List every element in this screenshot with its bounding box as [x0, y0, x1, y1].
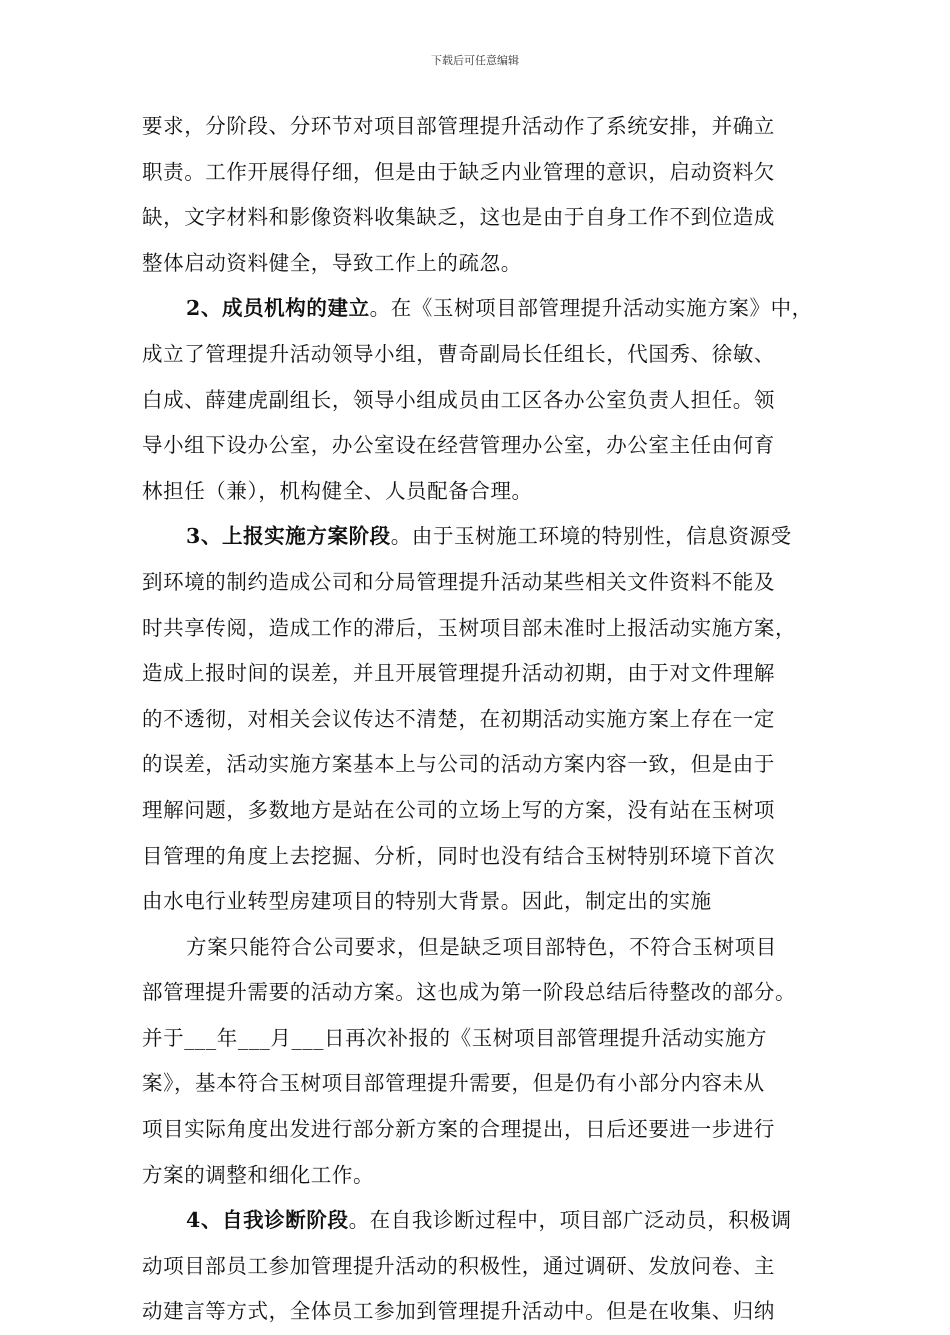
text-line: 林担任（兼），机构健全、人员配备合理。	[142, 478, 533, 503]
text-line: 动建言等方式，全体员工参加到管理提升活动中。但是在收集、归纳	[142, 1299, 775, 1324]
text-line: 造成上报时间的误差，并且开展管理提升活动初期，由于对文件理解	[142, 661, 775, 686]
text-line: 导小组下设办公室，办公室设在经营管理办公室，办公室主任由何育	[142, 433, 775, 458]
page-header: 下载后可任意编辑	[431, 54, 519, 67]
text-line: 方案只能符合公司要求，但是缺乏项目部特色，不符合玉树项目	[186, 934, 777, 959]
text-line: 的不透彻，对相关会议传达不清楚，在初期活动实施方案上存在一定	[142, 706, 775, 731]
section-heading: 3、上报实施方案阶段	[186, 524, 391, 549]
text-line: 部管理提升需要的活动方案。这也成为第一阶段总结后待整改的部分。	[142, 980, 797, 1005]
text-line: 整体启动资料健全，导致工作上的疏忽。	[142, 250, 522, 275]
section-4-first-line	[142, 1198, 810, 1244]
text-line: 动项目部员工参加管理提升活动的积极性，通过调研、发放问卷、主	[142, 1253, 775, 1278]
text-line: 要求，分阶段、分环节对项目部管理提升活动作了系统安排，并确立	[142, 114, 775, 138]
text-line: 缺，文字材料和影像资料收集缺乏，这也是由于自身工作不到位造成	[142, 205, 775, 230]
document-body	[142, 104, 813, 1335]
text-line: 案》，基本符合玉树项目部管理提升需要，但是仍有小部分内容未从	[142, 1071, 765, 1096]
text-line: 由水电行业转型房建项目的特别大背景。因此，制定出的实施	[142, 889, 712, 914]
section-heading: 4、自我诊断阶段	[186, 1208, 349, 1233]
section-heading: 2、成员机构的建立	[186, 296, 370, 321]
text-line: 的误差，活动实施方案基本上与公司的活动方案内容一致，但是由于	[142, 752, 775, 777]
section-2-first-line	[142, 286, 813, 332]
text-line: 成立了管理提升活动领导小组，曹奇副局长任组长，代国秀、徐敏、	[142, 341, 775, 366]
text-line: 目管理的角度上去挖掘、分析，同时也没有结合玉树特别环境下首次	[142, 843, 775, 868]
text-run: 。在《玉树项目部管理提升活动实施方案》中，	[369, 296, 813, 321]
text-line: 职责。工作开展得仔细，但是由于缺乏内业管理的意识，启动资料欠	[142, 159, 775, 184]
text-line: 并于___年___月___日再次补报的《玉树项目部管理提升活动实施方	[142, 1025, 768, 1050]
text-run: 。由于玉树施工环境的特别性，信息资源受	[390, 524, 792, 549]
text-line: 理解问题，多数地方是站在公司的立场上写的方案，没有站在玉树项	[142, 797, 775, 822]
text-line: 到环境的制约造成公司和分局管理提升活动某些相关文件资料不能及	[142, 569, 775, 594]
section-3-first-line	[142, 514, 810, 560]
text-line: 白成、薛建虎副组长，领导小组成员由工区各办公室负责人担任。领	[142, 387, 775, 412]
text-line: 项目实际角度出发进行部分新方案的合理提出，日后还要进一步进行	[142, 1117, 775, 1142]
text-line: 方案的调整和细化工作。	[142, 1162, 375, 1187]
text-line: 时共享传阅，造成工作的滞后，玉树项目部未准时上报活动实施方案，	[142, 615, 797, 640]
text-run: 。在自我诊断过程中，项目部广泛动员，积极调	[348, 1208, 792, 1233]
